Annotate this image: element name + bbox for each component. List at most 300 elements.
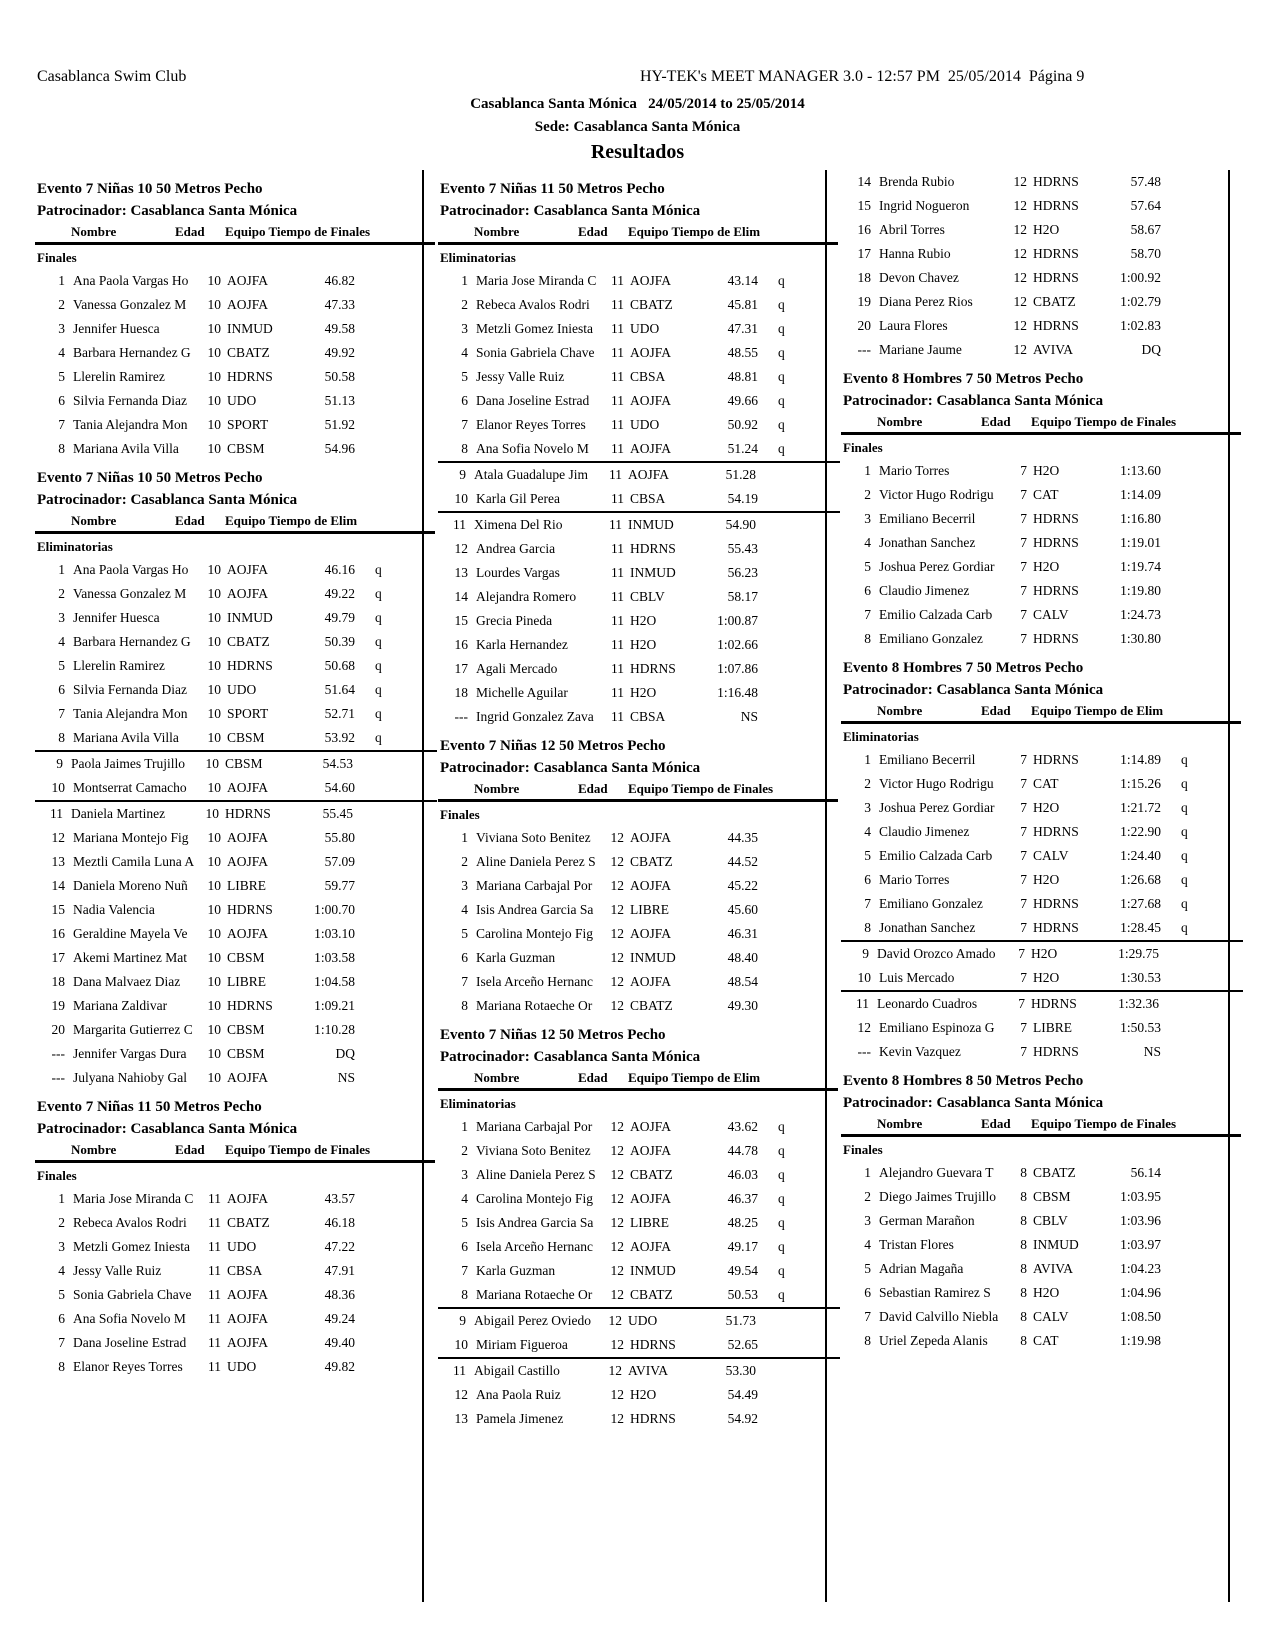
swimmer-name: Brenda Rubio (879, 174, 955, 189)
place: 16 (454, 637, 468, 652)
team: HDRNS (1033, 174, 1079, 189)
place: 6 (461, 393, 468, 408)
team: CAT (1033, 776, 1059, 791)
header-age: Edad (981, 414, 1011, 429)
age: 10 (207, 926, 221, 941)
event-block (440, 1024, 825, 1431)
result-row (843, 1185, 1228, 1209)
qualifier: q (778, 1191, 785, 1206)
team: CALV (1033, 1309, 1069, 1324)
swimmer-name: Mariana Montejo Fig (73, 830, 189, 845)
meet-title: Casablanca Santa Mónica 24/05/2014 to 25/05/2014 (470, 96, 805, 112)
place: 8 (864, 920, 871, 935)
time: NS (1143, 1044, 1161, 1059)
age: 7 (1020, 559, 1027, 574)
result-row (37, 437, 422, 461)
age: 12 (610, 1263, 624, 1278)
event-sponsor: Patrocinador: Casablanca Santa Mónica (37, 203, 298, 219)
result-row (440, 681, 825, 705)
header-name: Nombre (877, 1116, 923, 1131)
age: 7 (1020, 752, 1027, 767)
time: 45.81 (727, 297, 758, 312)
team: AOJFA (227, 273, 269, 288)
swimmer-name: Karla Guzman (476, 950, 556, 965)
swimmer-name: Laura Flores (879, 318, 948, 333)
place: 1 (58, 562, 65, 577)
qualifier: q (778, 417, 785, 432)
swimmer-name: Silvia Fernanda Diaz (73, 393, 187, 408)
place: 2 (58, 586, 65, 601)
team: AOJFA (630, 1119, 672, 1134)
swimmer-name: Llerelin Ramirez (73, 658, 165, 673)
result-row (440, 874, 825, 898)
swimmer-name: Agali Mercado (476, 661, 558, 676)
time: 1:16.48 (717, 685, 758, 700)
place: 5 (58, 658, 65, 673)
result-row (37, 826, 422, 850)
place: 11 (50, 806, 63, 821)
time: 50.53 (727, 1287, 758, 1302)
event-sponsor: Patrocinador: Casablanca Santa Mónica (440, 1049, 701, 1065)
result-row (37, 1235, 422, 1259)
round-label: Finales (843, 440, 883, 455)
age: 8 (1020, 1165, 1027, 1180)
time: 49.30 (727, 998, 758, 1013)
event-block (440, 178, 825, 729)
age: 7 (1020, 1044, 1027, 1059)
result-row (440, 1235, 825, 1259)
result-row (843, 748, 1228, 772)
place: 10 (857, 970, 871, 985)
swimmer-name: David Orozco Amado (877, 946, 996, 961)
place: 8 (461, 441, 468, 456)
time: 47.22 (324, 1239, 355, 1254)
age: 10 (205, 756, 219, 771)
age: 7 (1020, 920, 1027, 935)
team: UDO (227, 1239, 257, 1254)
age: 10 (207, 369, 221, 384)
age: 10 (207, 610, 221, 625)
age: 10 (207, 830, 221, 845)
result-row (843, 603, 1228, 627)
team: H2O (1033, 1285, 1060, 1300)
result-row (440, 1283, 825, 1307)
age: 11 (208, 1335, 221, 1350)
swimmer-name: German Marañon (879, 1213, 975, 1228)
swimmer-name: Mario Torres (879, 463, 950, 478)
result-row (843, 868, 1228, 892)
team: AOJFA (227, 926, 269, 941)
column-headers (35, 511, 435, 534)
swimmer-name: Nadia Valencia (73, 902, 155, 917)
time: 51.73 (725, 1313, 756, 1328)
time: 48.54 (727, 974, 758, 989)
swimmer-name: Emiliano Becerril (879, 511, 976, 526)
age: 10 (207, 586, 221, 601)
age: 11 (208, 1215, 221, 1230)
header-team-time: Equipo Tiempo de Elim (225, 513, 358, 528)
time: 1:02.66 (717, 637, 758, 652)
qualifier: q (778, 393, 785, 408)
swimmer-name: Mariane Jaume (879, 342, 962, 357)
time: 46.37 (727, 1191, 758, 1206)
time: 48.55 (727, 345, 758, 360)
team: AOJFA (227, 854, 269, 869)
team: AOJFA (227, 586, 269, 601)
place: 18 (454, 685, 468, 700)
event-block (843, 1070, 1228, 1353)
place: 17 (51, 950, 65, 965)
place: 4 (58, 634, 65, 649)
team: UDO (628, 1313, 658, 1328)
place: 4 (461, 345, 468, 360)
place: 1 (58, 273, 65, 288)
age: 7 (1020, 583, 1027, 598)
time: 43.14 (727, 273, 758, 288)
time: 46.18 (324, 1215, 355, 1230)
result-row (843, 1233, 1228, 1257)
team: AOJFA (630, 273, 672, 288)
swimmer-name: Maria Jose Miranda C (73, 1191, 194, 1206)
column-headers (438, 779, 838, 802)
age: 8 (1020, 1285, 1027, 1300)
age: 7 (1020, 631, 1027, 646)
team: AOJFA (630, 1191, 672, 1206)
header-team-time: Equipo Tiempo de Finales (1031, 1116, 1177, 1131)
team: CBATZ (630, 1167, 673, 1182)
team: CBSA (227, 1263, 263, 1278)
time: 46.31 (727, 926, 758, 941)
swimmer-name: Viviana Soto Benitez (476, 1143, 591, 1158)
place: 17 (454, 661, 468, 676)
age: 8 (1020, 1237, 1027, 1252)
swimmer-name: Maria Jose Miranda C (476, 273, 597, 288)
time: 1:14.09 (1120, 487, 1161, 502)
time: 1:22.90 (1120, 824, 1161, 839)
place: 5 (864, 848, 871, 863)
place: 5 (864, 1261, 871, 1276)
team: CBATZ (1033, 294, 1076, 309)
result-row (37, 726, 422, 750)
place: 6 (461, 1239, 468, 1254)
place: 8 (461, 998, 468, 1013)
time: 57.09 (324, 854, 355, 869)
time: 1:04.96 (1120, 1285, 1161, 1300)
age: 12 (1013, 294, 1027, 309)
time: 49.24 (324, 1311, 355, 1326)
team: LIBRE (1033, 1020, 1072, 1035)
swimmer-name: Pamela Jimenez (476, 1411, 564, 1426)
result-row (37, 654, 422, 678)
age: 12 (610, 1411, 624, 1426)
column-headers (438, 1068, 838, 1091)
swimmer-name: Jonathan Sanchez (879, 920, 976, 935)
swimmer-name: Ana Sofia Novelo M (476, 441, 589, 456)
time: 52.65 (727, 1337, 758, 1352)
column-headers (35, 222, 435, 245)
result-row (37, 582, 422, 606)
age: 12 (610, 1337, 624, 1352)
team: AVIVA (1033, 1261, 1074, 1276)
team: CBSM (227, 950, 265, 965)
header-team-time: Equipo Tiempo de Finales (225, 224, 371, 239)
age: 10 (207, 730, 221, 745)
swimmer-name: Emiliano Gonzalez (879, 896, 983, 911)
qualifier: q (778, 1119, 785, 1134)
header-name: Nombre (71, 224, 117, 239)
time: 45.60 (727, 902, 758, 917)
swimmer-name: Hanna Rubio (879, 246, 951, 261)
team: CBSM (227, 1022, 265, 1037)
time: 54.60 (324, 780, 355, 795)
result-row (440, 437, 825, 461)
team: HDRNS (630, 661, 676, 676)
team: AOJFA (227, 1191, 269, 1206)
result-row (440, 561, 825, 585)
team: CBLV (1033, 1213, 1068, 1228)
swimmer-name: Karla Guzman (476, 1263, 556, 1278)
place: 19 (857, 294, 871, 309)
qualifier: q (778, 1239, 785, 1254)
time: 58.67 (1130, 222, 1161, 237)
swimmer-name: Dana Joseline Estrad (73, 1335, 187, 1350)
age: 12 (610, 1191, 624, 1206)
result-row (440, 970, 825, 994)
swimmer-name: Abigail Castillo (474, 1363, 560, 1378)
age: 8 (1020, 1213, 1027, 1228)
time: 44.78 (727, 1143, 758, 1158)
result-row (843, 892, 1228, 916)
result-row (440, 269, 825, 293)
time: 1:04.23 (1120, 1261, 1161, 1276)
place: 8 (58, 441, 65, 456)
team: AOJFA (227, 1311, 269, 1326)
result-row (37, 1355, 422, 1379)
place: 7 (864, 896, 871, 911)
result-row (440, 317, 825, 341)
time: 1:03.97 (1120, 1237, 1161, 1252)
team: HDRNS (630, 1337, 676, 1352)
result-row (37, 702, 422, 726)
event-title: Evento 7 Niñas 10 50 Metros Pecho (37, 181, 263, 197)
place: 7 (864, 1309, 871, 1324)
result-row (37, 558, 422, 582)
time: 51.28 (725, 467, 756, 482)
result-row (843, 1016, 1228, 1040)
time: 55.45 (322, 806, 353, 821)
team: AOJFA (227, 297, 269, 312)
age: 7 (1020, 896, 1027, 911)
age: 12 (610, 1167, 624, 1182)
header-name: Nombre (474, 1070, 520, 1085)
age: 7 (1020, 1020, 1027, 1035)
time: 46.03 (727, 1167, 758, 1182)
event-block (37, 178, 422, 461)
time: 1:32.36 (1118, 996, 1159, 1011)
team: HDRNS (630, 541, 676, 556)
event-title: Evento 7 Niñas 10 50 Metros Pecho (37, 470, 263, 486)
time: 50.68 (324, 658, 355, 673)
result-row (37, 874, 422, 898)
header-team-time: Equipo Tiempo de Finales (628, 781, 774, 796)
age: 7 (1018, 996, 1025, 1011)
qualifier: q (1181, 752, 1188, 767)
age: 12 (610, 902, 624, 917)
event-sponsor: Patrocinador: Casablanca Santa Mónica (37, 492, 298, 508)
result-row (37, 1018, 422, 1042)
time: 1:19.01 (1120, 535, 1161, 550)
place: 5 (461, 1215, 468, 1230)
team: INMUD (227, 321, 273, 336)
time: 1:15.26 (1120, 776, 1161, 791)
result-row (843, 266, 1228, 290)
swimmer-name: Atala Guadalupe Jim (474, 467, 588, 482)
team: AOJFA (227, 830, 269, 845)
round-label: Eliminatorias (440, 1096, 516, 1111)
team: LIBRE (630, 1215, 669, 1230)
swimmer-name: Rebeca Avalos Rodri (73, 1215, 187, 1230)
time: 1:26.68 (1120, 872, 1161, 887)
swimmer-name: Emiliano Gonzalez (879, 631, 983, 646)
swimmer-name: Isela Arceño Hernanc (476, 1239, 593, 1254)
time: 1:04.58 (314, 974, 355, 989)
swimmer-name: Lourdes Vargas (476, 565, 560, 580)
round-label: Finales (440, 807, 480, 822)
swimmer-name: Isela Arceño Hernanc (476, 974, 593, 989)
time: 49.66 (727, 393, 758, 408)
time: 1:29.75 (1118, 946, 1159, 961)
place: 12 (857, 1020, 871, 1035)
team: HDRNS (1033, 1044, 1079, 1059)
swimmer-name: Emilio Calzada Carb (879, 848, 993, 863)
time: 54.96 (324, 441, 355, 456)
time: 50.58 (324, 369, 355, 384)
swimmer-name: Sonia Gabriela Chave (476, 345, 595, 360)
time: 53.30 (725, 1363, 756, 1378)
swimmer-name: Leonardo Cuadros (877, 996, 978, 1011)
result-row (843, 1257, 1228, 1281)
swimmer-name: Joshua Perez Gordiar (879, 800, 995, 815)
team: AOJFA (630, 1143, 672, 1158)
time: 44.52 (727, 854, 758, 869)
place: 1 (864, 752, 871, 767)
age: 7 (1020, 511, 1027, 526)
time: 1:30.80 (1120, 631, 1161, 646)
result-row (37, 1187, 422, 1211)
age: 8 (1020, 1333, 1027, 1348)
header-age: Edad (175, 224, 205, 239)
time: 1:21.72 (1120, 800, 1161, 815)
team: INMUD (1033, 1237, 1079, 1252)
place: 12 (454, 541, 468, 556)
time: DQ (335, 1046, 355, 1061)
age: 11 (611, 709, 624, 724)
result-row (438, 461, 840, 487)
column-headers (35, 1140, 435, 1163)
team: HDRNS (1033, 270, 1079, 285)
age: 10 (207, 634, 221, 649)
team: AVIVA (628, 1363, 669, 1378)
result-row (438, 1307, 840, 1333)
result-row (37, 1283, 422, 1307)
place: 6 (864, 583, 871, 598)
swimmer-name: Mariana Rotaeche Or (476, 1287, 593, 1302)
time: 1:13.60 (1120, 463, 1161, 478)
swimmer-name: Isis Andrea Garcia Sa (476, 902, 594, 917)
place: 4 (461, 902, 468, 917)
place: 10 (454, 491, 468, 506)
event-title: Evento 8 Hombres 8 50 Metros Pecho (843, 1073, 1084, 1089)
result-row (843, 218, 1228, 242)
time: 55.80 (324, 830, 355, 845)
result-row (843, 1040, 1228, 1064)
qualifier: q (778, 369, 785, 384)
qualifier: q (375, 682, 382, 697)
team: H2O (630, 613, 657, 628)
team: AOJFA (227, 780, 269, 795)
result-row (37, 606, 422, 630)
age: 10 (207, 950, 221, 965)
time: 1:03.96 (1120, 1213, 1161, 1228)
team: CBLV (630, 589, 665, 604)
team: HDRNS (227, 998, 273, 1013)
team: UDO (227, 682, 257, 697)
team: LIBRE (227, 878, 266, 893)
swimmer-name: Michelle Aguilar (476, 685, 568, 700)
swimmer-name: Abril Torres (879, 222, 945, 237)
swimmer-name: Mariana Carbajal Por (476, 878, 593, 893)
swimmer-name: Barbara Hernandez G (73, 345, 191, 360)
age: 7 (1018, 946, 1025, 961)
team: HDRNS (1033, 896, 1079, 911)
place: 1 (864, 463, 871, 478)
team: CBSA (630, 369, 666, 384)
swimmer-name: Emilio Calzada Carb (879, 607, 993, 622)
time: 46.16 (324, 562, 355, 577)
time: 57.64 (1130, 198, 1161, 213)
time: NS (740, 709, 758, 724)
result-row (440, 1163, 825, 1187)
swimmer-name: Mariana Zaldivar (73, 998, 168, 1013)
results-column-1 (37, 172, 422, 1379)
qualifier: q (778, 345, 785, 360)
place: 6 (58, 682, 65, 697)
age: 12 (610, 878, 624, 893)
swimmer-name: Victor Hugo Rodrigu (879, 776, 994, 791)
time: 49.82 (324, 1359, 355, 1374)
round-label: Eliminatorias (37, 539, 113, 554)
result-row (843, 627, 1228, 651)
results-column-2 (440, 172, 825, 1431)
team: UDO (227, 1359, 257, 1374)
qualifier: q (375, 706, 382, 721)
place: 12 (454, 1387, 468, 1402)
age: 10 (207, 1070, 221, 1085)
team: INMUD (630, 950, 676, 965)
result-row (37, 970, 422, 994)
result-row (37, 994, 422, 1018)
place: 13 (454, 1411, 468, 1426)
swimmer-name: Kevin Vazquez (879, 1044, 961, 1059)
swimmer-name: Viviana Soto Benitez (476, 830, 591, 845)
age: 10 (207, 780, 221, 795)
time: 1:03.95 (1120, 1189, 1161, 1204)
age: 8 (1020, 1261, 1027, 1276)
place: 1 (864, 1165, 871, 1180)
time: 1:28.45 (1120, 920, 1161, 935)
result-row (440, 537, 825, 561)
team: CBATZ (630, 297, 673, 312)
